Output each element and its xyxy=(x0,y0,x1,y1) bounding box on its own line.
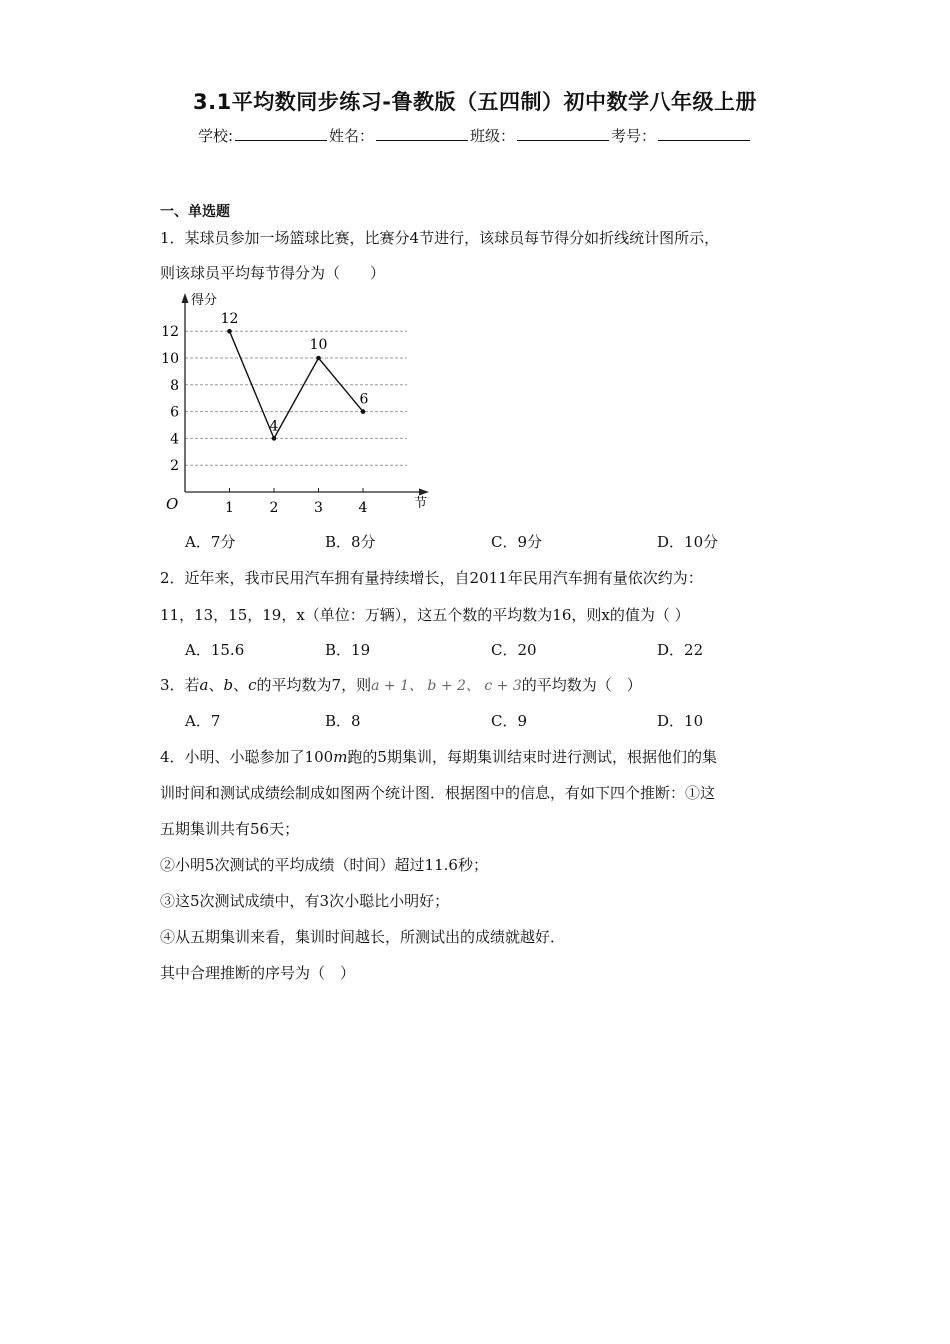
q3-option-c[interactable]: C．9 xyxy=(491,712,528,730)
q4-line1-a: 4．小明、小聪参加了100 xyxy=(160,748,334,766)
q3-sep1: 、 xyxy=(208,676,224,694)
y-tick-label-2: 2 xyxy=(170,458,179,475)
x-tick-label-2: 2 xyxy=(269,500,279,516)
y-tick-label-6: 6 xyxy=(170,404,179,421)
q3-option-d[interactable]: D．10 xyxy=(657,712,704,730)
q3-mid: 的平均数为7，则 xyxy=(256,676,372,694)
q2-option-d[interactable]: D．22 xyxy=(657,641,704,659)
school-blank xyxy=(235,126,327,141)
q4-line3: 五期集训共有56天； xyxy=(160,820,300,838)
q3-suffix: 的平均数为（ ） xyxy=(521,676,642,694)
page-title: 3.1平均数同步练习-鲁教版（五四制）初中数学八年级上册 xyxy=(193,90,757,114)
q3-var-c: c xyxy=(248,676,257,694)
data-label-1: 12 xyxy=(220,311,239,328)
chart-ticks xyxy=(161,324,367,516)
q4-line1-b: 跑的5期集训，每期集训结束时进行测试，根据他们的集 xyxy=(347,748,717,766)
q4-unit-m: m xyxy=(333,748,348,766)
chart-series xyxy=(221,311,369,441)
q1-option-a[interactable]: A．7分 xyxy=(185,533,236,551)
q3-sep2: 、 xyxy=(233,676,249,694)
x-tick-label-1: 1 xyxy=(225,500,234,516)
x-axis-label: 节 xyxy=(414,496,428,511)
q2-option-b[interactable]: B．19 xyxy=(325,641,371,659)
q4-line2: 训时间和测试成绩绘制成如图两个统计图．根据图中的信息，有如下四个推断：①这 xyxy=(160,784,716,802)
q4-line7: 其中合理推断的序号为（ ） xyxy=(160,964,356,982)
data-label-4: 6 xyxy=(359,391,369,408)
data-label-2: 4 xyxy=(269,418,279,435)
q2-option-a[interactable]: A．15.6 xyxy=(185,641,245,659)
q1-line2: 则该球员平均每节得分为（ ） xyxy=(160,264,386,282)
q2-line2: 11，13，15，19，x（单位：万辆），这五个数的平均数为16，则x的值为（ ） xyxy=(160,606,690,624)
section-title: 一、单选题 xyxy=(160,204,230,220)
q1-line1: 1．某球员参加一场篮球比赛，比赛分4节进行，该球员每节得分如折线统计图所示， xyxy=(160,229,720,247)
school-label: 学校: xyxy=(197,127,233,145)
data-point-2 xyxy=(272,436,277,441)
origin-label: O xyxy=(166,495,179,513)
q3-prefix: 3．若 xyxy=(160,676,200,694)
data-point-4 xyxy=(361,409,366,414)
y-tick-label-12: 12 xyxy=(161,324,179,341)
name-blank xyxy=(376,126,468,141)
x-tick-label-4: 4 xyxy=(358,500,368,516)
q3-var-a: a xyxy=(199,676,209,694)
q2-line1: 2．近年来，我市民用汽车拥有量持续增长，自2011年民用汽车拥有量依次约为： xyxy=(160,569,703,587)
student-info-row xyxy=(0,125,950,146)
class-blank xyxy=(517,126,609,141)
data-label-3: 10 xyxy=(309,337,328,353)
q4-line6: ④从五期集训来看，集训时间越长，所测试出的成绩就越好． xyxy=(160,928,566,946)
q3-option-b[interactable]: B．8 xyxy=(325,712,361,730)
y-tick-label-10: 10 xyxy=(161,351,179,367)
name-label: 姓名： xyxy=(329,127,375,145)
q3-expression: a + 1、 b + 2、 c + 3 xyxy=(371,678,522,694)
x-axis-arrow xyxy=(419,489,429,496)
number-label: 考号： xyxy=(611,127,657,145)
q4-line1 xyxy=(160,746,717,767)
y-tick-label-8: 8 xyxy=(170,377,179,394)
number-blank xyxy=(658,126,750,141)
data-point-3 xyxy=(316,356,321,361)
class-label: 班级： xyxy=(470,127,516,145)
q1-option-d[interactable]: D．10分 xyxy=(657,533,719,551)
q1-option-b[interactable]: B．8分 xyxy=(325,533,376,551)
q4-line5: ③这5次测试成绩中，有3次小聪比小明好； xyxy=(160,892,450,910)
q2-option-c[interactable]: C．20 xyxy=(491,641,537,659)
y-tick-label-4: 4 xyxy=(170,431,179,448)
data-point-1 xyxy=(227,329,232,334)
y-axis-label: 得分 xyxy=(191,293,218,308)
q4-line4: ②小明5次测试的平均成绩（时间）超过11.6秒； xyxy=(160,856,488,874)
q3-var-b: b xyxy=(223,676,234,694)
q3-line xyxy=(160,674,642,695)
q1-line-chart xyxy=(155,288,445,518)
y-axis-arrow xyxy=(182,293,189,303)
q3-option-a[interactable]: A．7 xyxy=(185,712,221,730)
x-tick-label-3: 3 xyxy=(314,500,323,516)
q1-option-c[interactable]: C．9分 xyxy=(491,533,543,551)
